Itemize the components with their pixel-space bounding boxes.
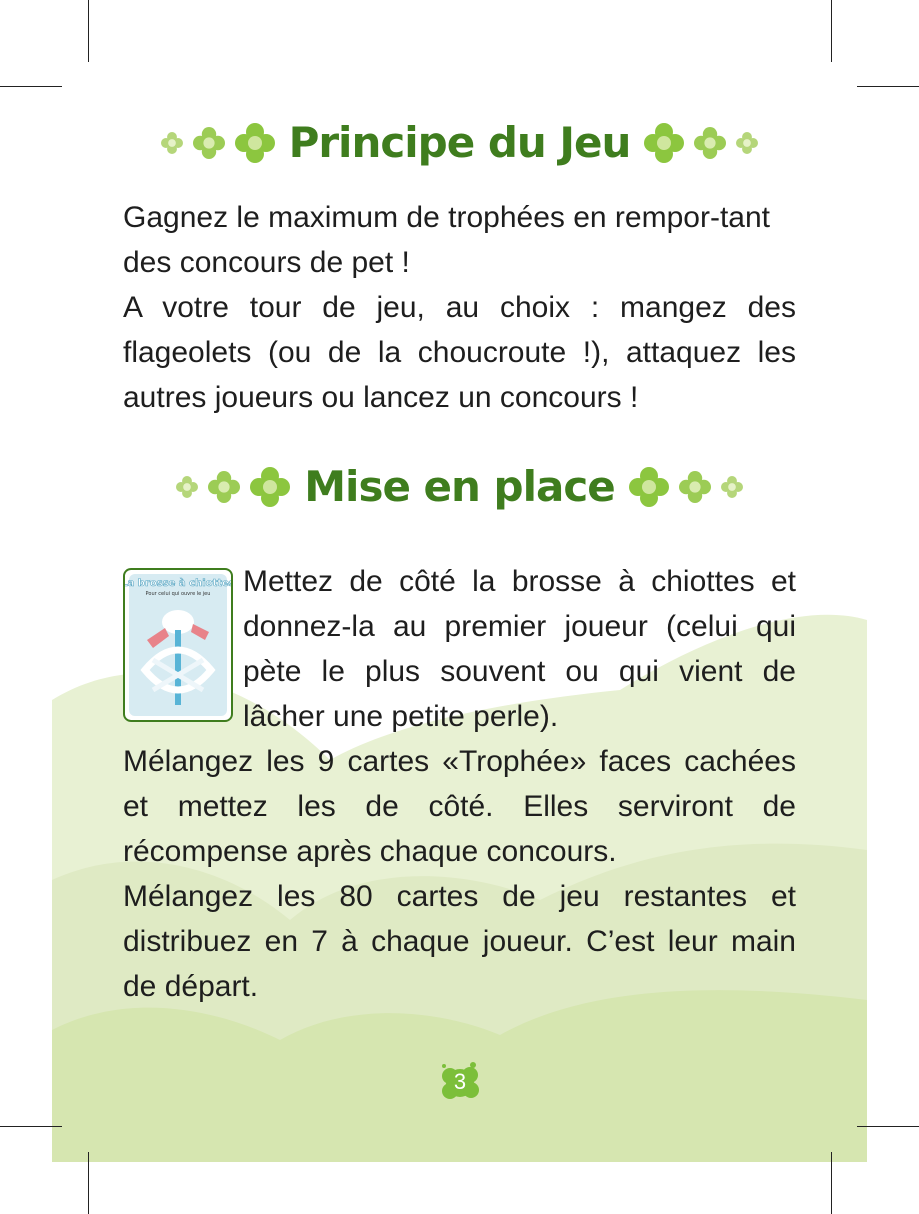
setup-paragraph-3: Mélangez les 80 cartes de jeu restantes et distribuez en 7 à chaque joueur. C’est leur main de départ. bbox=[123, 880, 796, 1003]
flower-icon bbox=[721, 476, 743, 498]
setup-paragraph-1: Mettez de côté la brosse à chiottes et donnez-la au premier joueur (celui qui pète le plus souvent ou qui vient de lâcher une petite perle). bbox=[243, 565, 796, 733]
setup-heading bbox=[0, 462, 919, 511]
setup-title: Mise en place bbox=[304, 462, 615, 511]
principle-paragraph-2: A votre tour de jeu, au choix : mangez des flageolets (ou de la choucroute !), attaquez les autres joueurs ou lancez un concours ! bbox=[123, 291, 796, 414]
card-title: La brosse à chiottes bbox=[125, 578, 231, 589]
card-illustration bbox=[125, 570, 231, 720]
flower-icon bbox=[679, 471, 711, 503]
flower-icon bbox=[736, 132, 758, 154]
flower-icon bbox=[250, 467, 290, 507]
principle-heading bbox=[0, 118, 919, 167]
page-number-badge bbox=[438, 1060, 482, 1104]
toilet-brush-card-icon bbox=[123, 568, 233, 722]
crop-mark bbox=[831, 0, 832, 62]
page-number: 3 bbox=[453, 1069, 467, 1094]
principle-title: Principe du Jeu bbox=[288, 118, 631, 167]
flower-icon bbox=[629, 467, 669, 507]
crop-mark bbox=[88, 1152, 89, 1214]
flower-icon bbox=[161, 132, 183, 154]
setup-paragraph-2: Mélangez les 9 cartes «Trophée» faces cachées et mettez les de côté. Elles serviront de récompense après chaque concours. bbox=[123, 745, 796, 868]
crop-mark bbox=[0, 86, 62, 87]
flower-icon bbox=[176, 476, 198, 498]
crop-mark bbox=[0, 1126, 62, 1127]
crop-mark bbox=[857, 1126, 919, 1127]
flower-icon bbox=[694, 127, 726, 159]
flower-icon bbox=[193, 127, 225, 159]
flower-icon bbox=[208, 471, 240, 503]
flower-icon bbox=[235, 123, 275, 163]
crop-mark bbox=[831, 1152, 832, 1214]
crop-mark bbox=[857, 86, 919, 87]
flower-icon bbox=[644, 123, 684, 163]
card-subtitle: Pour celui qui ouvre le jeu bbox=[145, 591, 211, 597]
principle-paragraph-1: Gagnez le maximum de trophées en rempor-tant des concours de pet ! bbox=[123, 201, 770, 279]
crop-mark bbox=[88, 0, 89, 62]
